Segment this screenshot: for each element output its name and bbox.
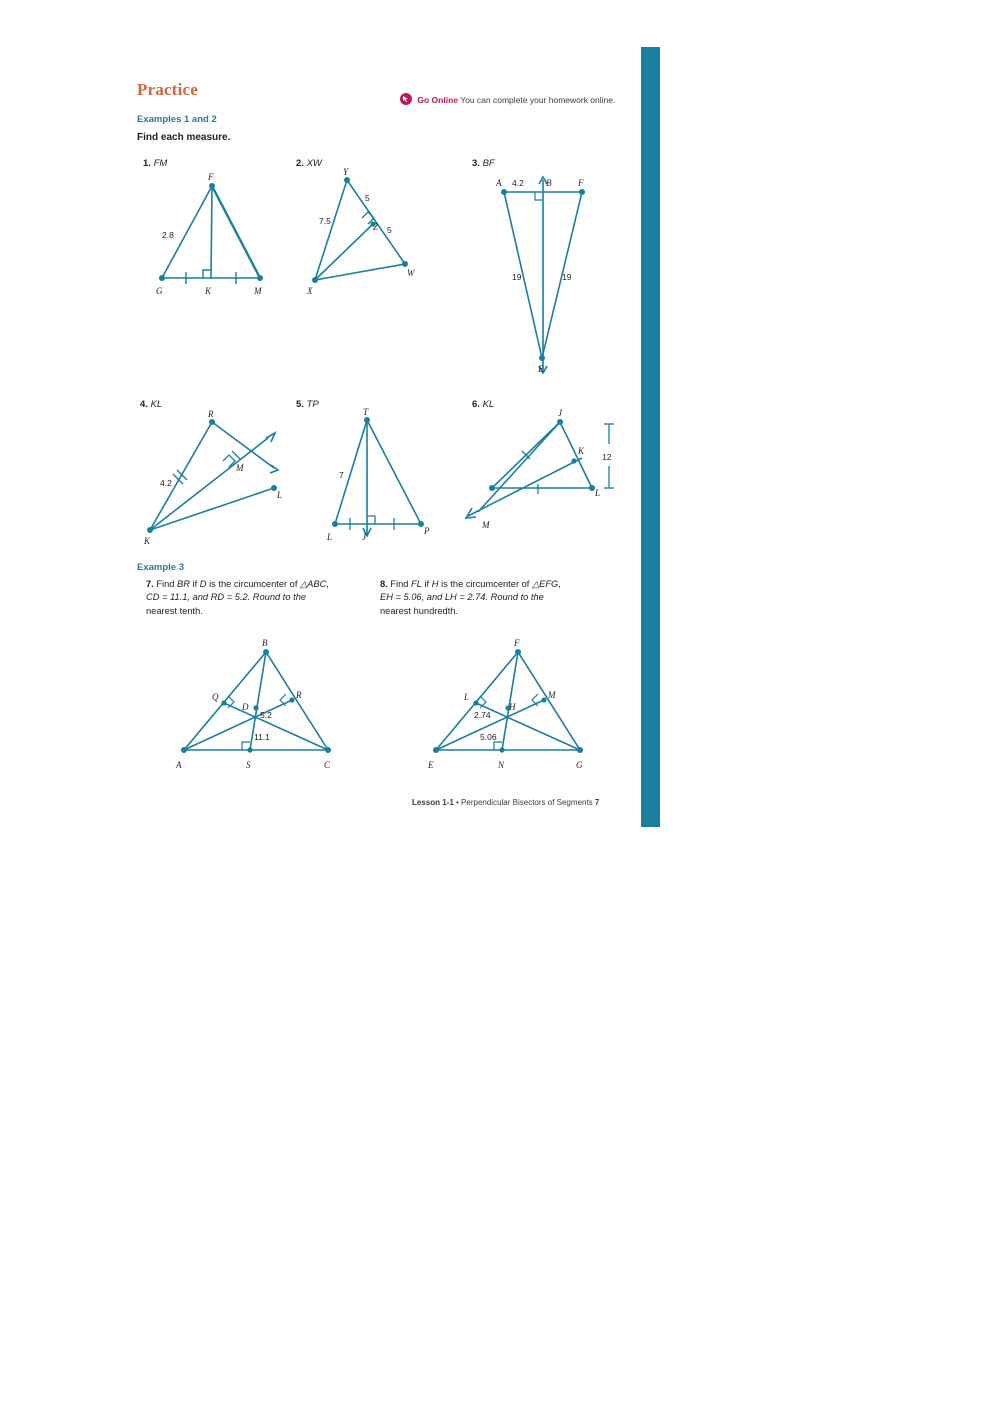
figure-2-label-5-top: 5 bbox=[365, 193, 370, 203]
figure-2-label-7-5: 7.5 bbox=[319, 216, 331, 226]
figure-5-vertex-T: T bbox=[363, 407, 369, 417]
footer-title: Perpendicular Bisectors of Segments bbox=[461, 798, 593, 807]
figure-3-vertex-E: E bbox=[538, 364, 544, 374]
figure-8-label-5-06: 5.06 bbox=[480, 732, 497, 742]
question-8-number: 8. bbox=[380, 579, 388, 589]
question-7-line1-pre: Find bbox=[156, 579, 178, 589]
figure-8-vertex-H: H bbox=[509, 702, 516, 712]
problem-2-number: 2. bbox=[296, 158, 304, 169]
figure-3 bbox=[490, 172, 610, 382]
problem-1-number: 1. bbox=[143, 158, 151, 169]
figure-8-vertex-N: N bbox=[498, 760, 505, 770]
figure-4-vertex-K: K bbox=[144, 536, 151, 546]
problem-6-number: 6. bbox=[472, 399, 480, 410]
instruction-find-each-measure: Find each measure. bbox=[137, 132, 231, 143]
figure-1-vertex-K: K bbox=[205, 286, 212, 296]
figure-2-vertex-Y: Y bbox=[343, 167, 349, 177]
question-7-triangle: △ABC bbox=[300, 579, 327, 589]
figure-7-vertex-A: A bbox=[176, 760, 182, 770]
problem-3-number: 3. bbox=[472, 158, 480, 169]
footer-page-number: 7 bbox=[594, 798, 600, 807]
figure-1-vertex-F: F bbox=[208, 172, 214, 182]
problem-5-measure: TP bbox=[306, 399, 319, 410]
figure-2 bbox=[305, 168, 435, 298]
example-3-heading: Example 3 bbox=[137, 562, 184, 573]
problem-1-measure: FM bbox=[153, 158, 168, 169]
figure-1-label-2-8: 2.8 bbox=[162, 230, 174, 240]
question-8-line2: EH = 5.06, and LH = 2.74. Round to the bbox=[380, 592, 544, 603]
figure-4-vertex-R: R bbox=[208, 409, 214, 419]
figure-4-vertex-L: L bbox=[277, 490, 283, 500]
figure-7-label-11-1: 11.1 bbox=[254, 732, 270, 742]
figure-8 bbox=[424, 634, 594, 779]
figure-5-vertex-L: L bbox=[327, 532, 333, 542]
figure-2-vertex-X: X bbox=[307, 286, 313, 296]
question-8-line1-post: is the circumcenter of bbox=[438, 579, 532, 589]
figure-2-vertex-Z: Z bbox=[373, 222, 379, 232]
question-7-line1-mid: if bbox=[189, 579, 200, 589]
question-7-line2: CD = 11.1, and RD = 5.2. Round to the bbox=[146, 592, 307, 603]
question-8-triangle: △EFG bbox=[531, 579, 559, 589]
problem-3-measure: BF bbox=[482, 158, 495, 169]
question-8-h: H bbox=[431, 579, 439, 589]
examples-1-2-heading: Examples 1 and 2 bbox=[137, 114, 217, 125]
question-7-br: BR bbox=[177, 579, 190, 589]
figure-6-vertex-M: M bbox=[482, 520, 490, 530]
problem-5-label bbox=[296, 399, 319, 410]
figure-7 bbox=[172, 634, 342, 779]
figure-6-vertex-J: J bbox=[558, 408, 562, 418]
question-7-line3: nearest tenth. bbox=[146, 605, 203, 616]
figure-6-label-12: 12 bbox=[602, 452, 612, 462]
go-online-note[interactable] bbox=[400, 91, 615, 105]
go-online-label: Go Online bbox=[417, 95, 458, 105]
figure-7-vertex-D: D bbox=[242, 702, 249, 712]
page-title: Practice bbox=[137, 80, 199, 99]
question-8: 8. Find FL if H is the circumcenter of △EFG, EH = 5.06, and LH = 2.74. Round to the nearest hundredth. bbox=[380, 578, 605, 618]
figure-1 bbox=[150, 168, 280, 298]
question-8-line3: nearest hundredth. bbox=[380, 605, 459, 616]
figure-5-vertex-P: P bbox=[424, 526, 430, 536]
question-7: 7. Find BR if D is the circumcenter of △ABC, CD = 11.1, and RD = 5.2. Round to the nearest tenth. bbox=[146, 578, 356, 618]
question-7-line1-post: is the circumcenter of bbox=[206, 579, 301, 589]
go-online-text: You can complete your homework online. bbox=[460, 95, 616, 105]
problem-5-number: 5. bbox=[296, 399, 304, 410]
figure-3-label-4-2: 4.2 bbox=[512, 178, 524, 188]
mouse-click-icon bbox=[400, 93, 412, 105]
figure-8-vertex-L: L bbox=[464, 692, 470, 702]
figure-7-label-5-2: 5.2 bbox=[260, 710, 272, 720]
problem-4-number: 4. bbox=[140, 399, 148, 410]
question-7-d: D bbox=[199, 579, 207, 589]
question-7-number: 7. bbox=[146, 579, 154, 589]
figure-1-vertex-G: G bbox=[156, 286, 163, 296]
question-8-fl: FL bbox=[411, 579, 422, 589]
figure-3-label-19-left: 19 bbox=[512, 272, 522, 282]
page-footer bbox=[412, 798, 599, 807]
figure-7-vertex-Q: Q bbox=[212, 692, 219, 702]
figure-7-vertex-S: S bbox=[246, 760, 251, 770]
problem-3-label bbox=[472, 158, 495, 169]
figure-1-vertex-M: M bbox=[254, 286, 262, 296]
figure-6-vertex-L: L bbox=[595, 488, 601, 498]
figure-3-vertex-A: A bbox=[496, 178, 502, 188]
figure-8-vertex-E: E bbox=[428, 760, 434, 770]
problem-2-measure: XW bbox=[306, 158, 322, 169]
figure-8-vertex-G: G bbox=[576, 760, 583, 770]
question-8-line1-mid: if bbox=[421, 579, 432, 589]
figure-3-label-19-right: 19 bbox=[562, 272, 572, 282]
footer-lesson: Lesson 1-1 bbox=[412, 798, 454, 807]
figure-8-vertex-F: F bbox=[514, 638, 520, 648]
page-accent-bar bbox=[641, 47, 660, 827]
figure-2-vertex-W: W bbox=[407, 268, 415, 278]
figure-3-vertex-F: F bbox=[578, 178, 584, 188]
figure-8-label-2-74: 2.74 bbox=[474, 710, 491, 720]
figure-2-label-5-right: 5 bbox=[387, 225, 392, 235]
figure-5 bbox=[325, 408, 455, 548]
header-area bbox=[137, 80, 637, 143]
figure-4-label-4-2: 4.2 bbox=[160, 478, 172, 488]
figure-6 bbox=[462, 408, 622, 538]
figure-7-vertex-R: R bbox=[296, 690, 302, 700]
figure-7-vertex-C: C bbox=[324, 760, 331, 770]
figure-4 bbox=[144, 408, 294, 548]
figure-6-vertex-K: K bbox=[578, 446, 585, 456]
figure-7-vertex-B: B bbox=[262, 638, 268, 648]
question-8-line1-pre: Find bbox=[390, 579, 412, 589]
problem-4-measure: KL bbox=[150, 399, 163, 410]
figure-3-vertex-B: B bbox=[546, 178, 552, 188]
figure-5-vertex-J: J bbox=[362, 532, 366, 542]
footer-separator: • bbox=[453, 798, 462, 807]
figure-4-vertex-M: M bbox=[236, 463, 244, 473]
figure-8-vertex-M: M bbox=[548, 690, 556, 700]
figure-5-label-7: 7 bbox=[339, 470, 344, 480]
problem-6-measure: KL bbox=[482, 399, 495, 410]
